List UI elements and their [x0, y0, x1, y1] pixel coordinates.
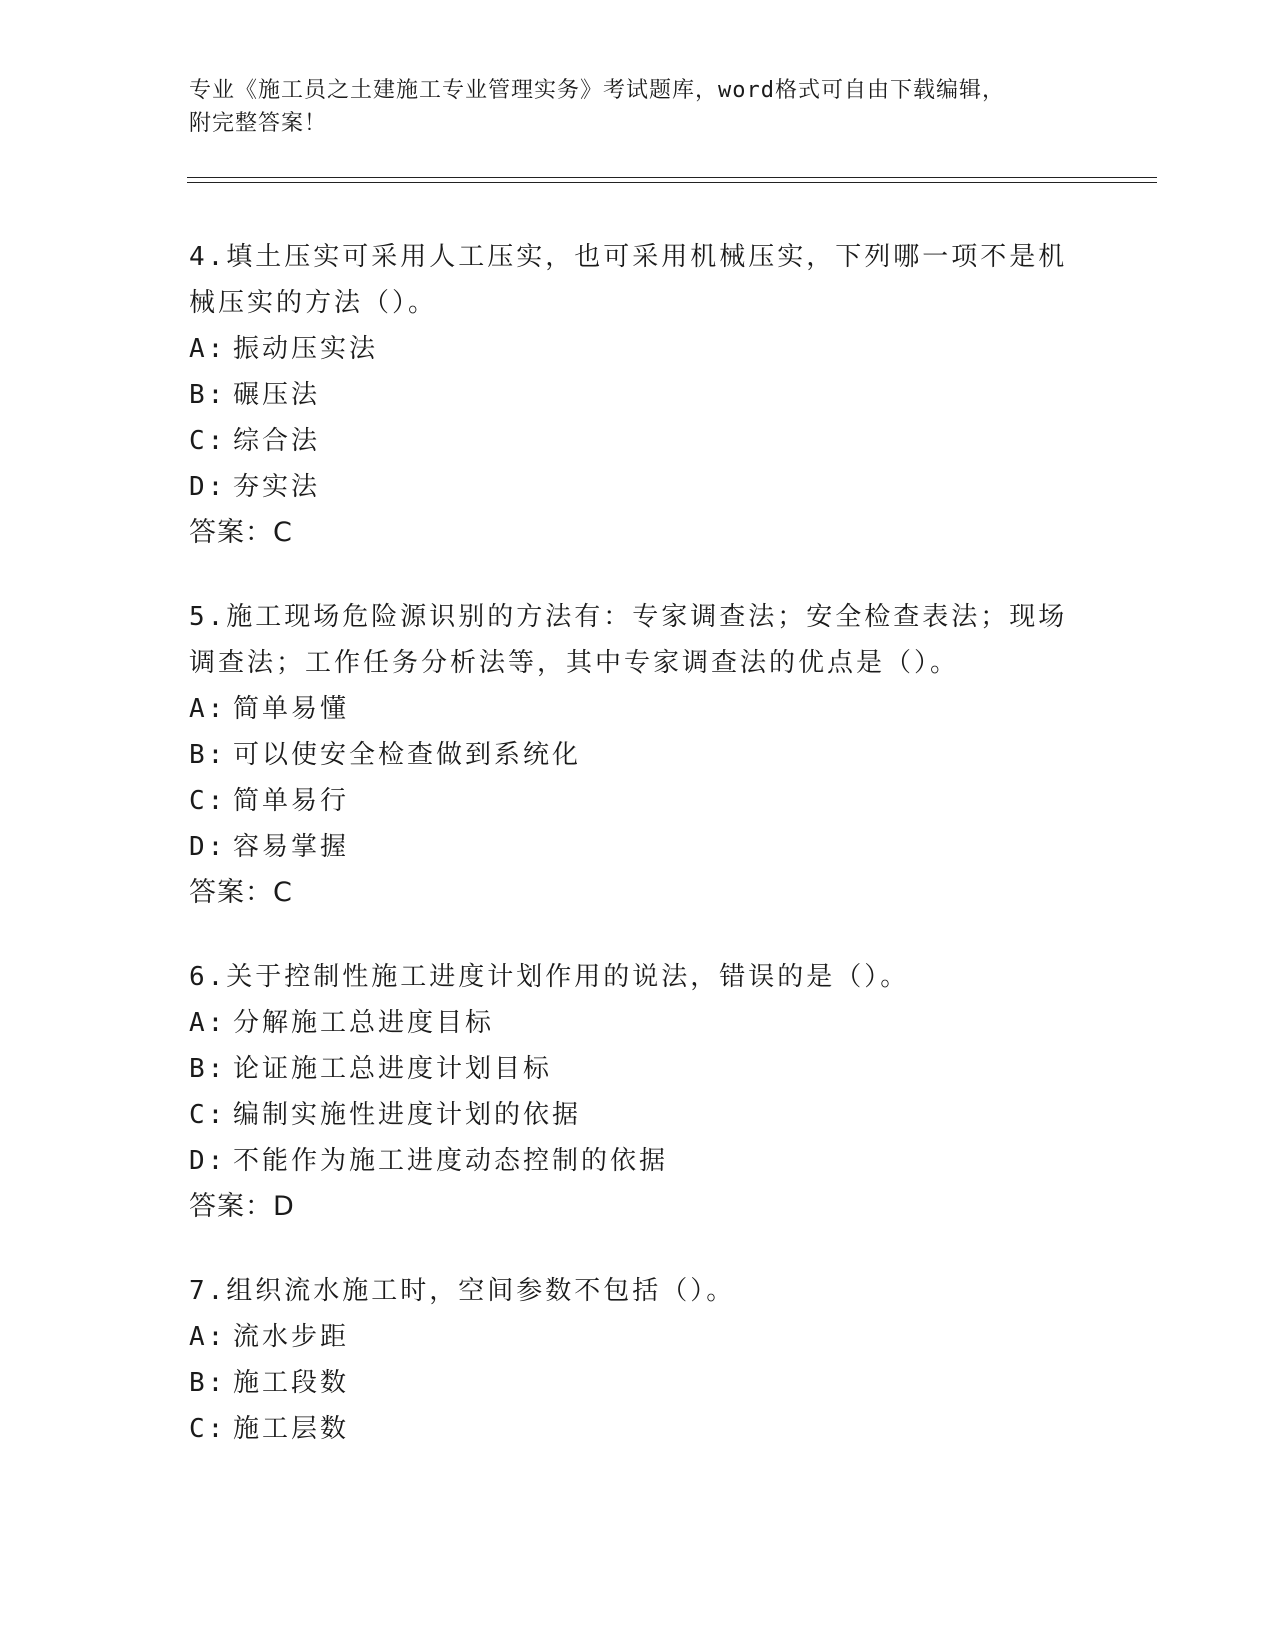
option-text: 可以使安全检查做到系统化 — [233, 740, 582, 770]
option-key: D: — [189, 1146, 227, 1176]
question-stem: 7.组织流水施工时，空间参数不包括（）。 — [189, 1276, 736, 1306]
header-line-1: 专业《施工员之土建施工专业管理实务》考试题库，word格式可自由下载编辑， — [189, 78, 1005, 103]
question-5 — [189, 594, 1089, 916]
option-key: A: — [189, 694, 227, 724]
option-c — [189, 778, 1089, 824]
document-header — [189, 74, 1089, 140]
answer: 答案：C — [189, 517, 293, 548]
option-c — [189, 418, 1089, 464]
option-key: A: — [189, 1008, 227, 1038]
option-key: D: — [189, 472, 227, 502]
option-text: 不能作为施工进度动态控制的依据 — [233, 1146, 669, 1176]
option-text: 分解施工总进度目标 — [233, 1008, 495, 1038]
header-divider-bottom — [187, 182, 1157, 183]
option-key: B: — [189, 740, 227, 770]
option-text: 简单易行 — [233, 786, 350, 816]
option-a — [189, 1000, 1089, 1046]
option-c — [189, 1406, 1089, 1452]
option-key: A: — [189, 334, 227, 364]
option-text: 编制实施性进度计划的依据 — [233, 1100, 582, 1130]
option-text: 施工段数 — [233, 1368, 350, 1398]
option-d — [189, 824, 1089, 870]
option-key: A: — [189, 1322, 227, 1352]
option-key: D: — [189, 832, 227, 862]
question-7 — [189, 1268, 1089, 1452]
option-text: 简单易懂 — [233, 694, 350, 724]
option-b — [189, 1046, 1089, 1092]
option-d — [189, 464, 1089, 510]
question-stem: 4.填土压实可采用人工压实，也可采用机械压实，下列哪一项不是机械压实的方法（）。 — [189, 242, 1068, 318]
option-d — [189, 1138, 1089, 1184]
question-stem: 6.关于控制性施工进度计划作用的说法，错误的是（）。 — [189, 962, 910, 992]
option-b — [189, 372, 1089, 418]
question-stem: 5.施工现场危险源识别的方法有：专家调查法；安全检查表法；现场调查法；工作任务分析法等，其中专家调查法的优点是（）。 — [189, 602, 1068, 678]
option-text: 碾压法 — [233, 380, 321, 410]
option-key: C: — [189, 786, 227, 816]
option-text: 振动压实法 — [233, 334, 379, 364]
option-key: C: — [189, 1414, 227, 1444]
answer: 答案：C — [189, 877, 293, 908]
option-b — [189, 1360, 1089, 1406]
option-text: 容易掌握 — [233, 832, 350, 862]
option-b — [189, 732, 1089, 778]
option-text: 综合法 — [233, 426, 321, 456]
option-key: B: — [189, 380, 227, 410]
option-text: 夯实法 — [233, 472, 321, 502]
option-a — [189, 686, 1089, 732]
option-text: 施工层数 — [233, 1414, 350, 1444]
header-divider-top — [187, 177, 1157, 178]
option-a — [189, 1314, 1089, 1360]
option-c — [189, 1092, 1089, 1138]
option-text: 流水步距 — [233, 1322, 350, 1352]
option-key: B: — [189, 1054, 227, 1084]
option-key: B: — [189, 1368, 227, 1398]
option-text: 论证施工总进度计划目标 — [233, 1054, 553, 1084]
answer: 答案：D — [189, 1191, 295, 1222]
option-a — [189, 326, 1089, 372]
header-line-2: 附完整答案！ — [189, 111, 328, 136]
option-key: C: — [189, 1100, 227, 1130]
option-key: C: — [189, 426, 227, 456]
question-6 — [189, 954, 1089, 1230]
question-4 — [189, 234, 1089, 556]
question-list — [189, 234, 1089, 1490]
